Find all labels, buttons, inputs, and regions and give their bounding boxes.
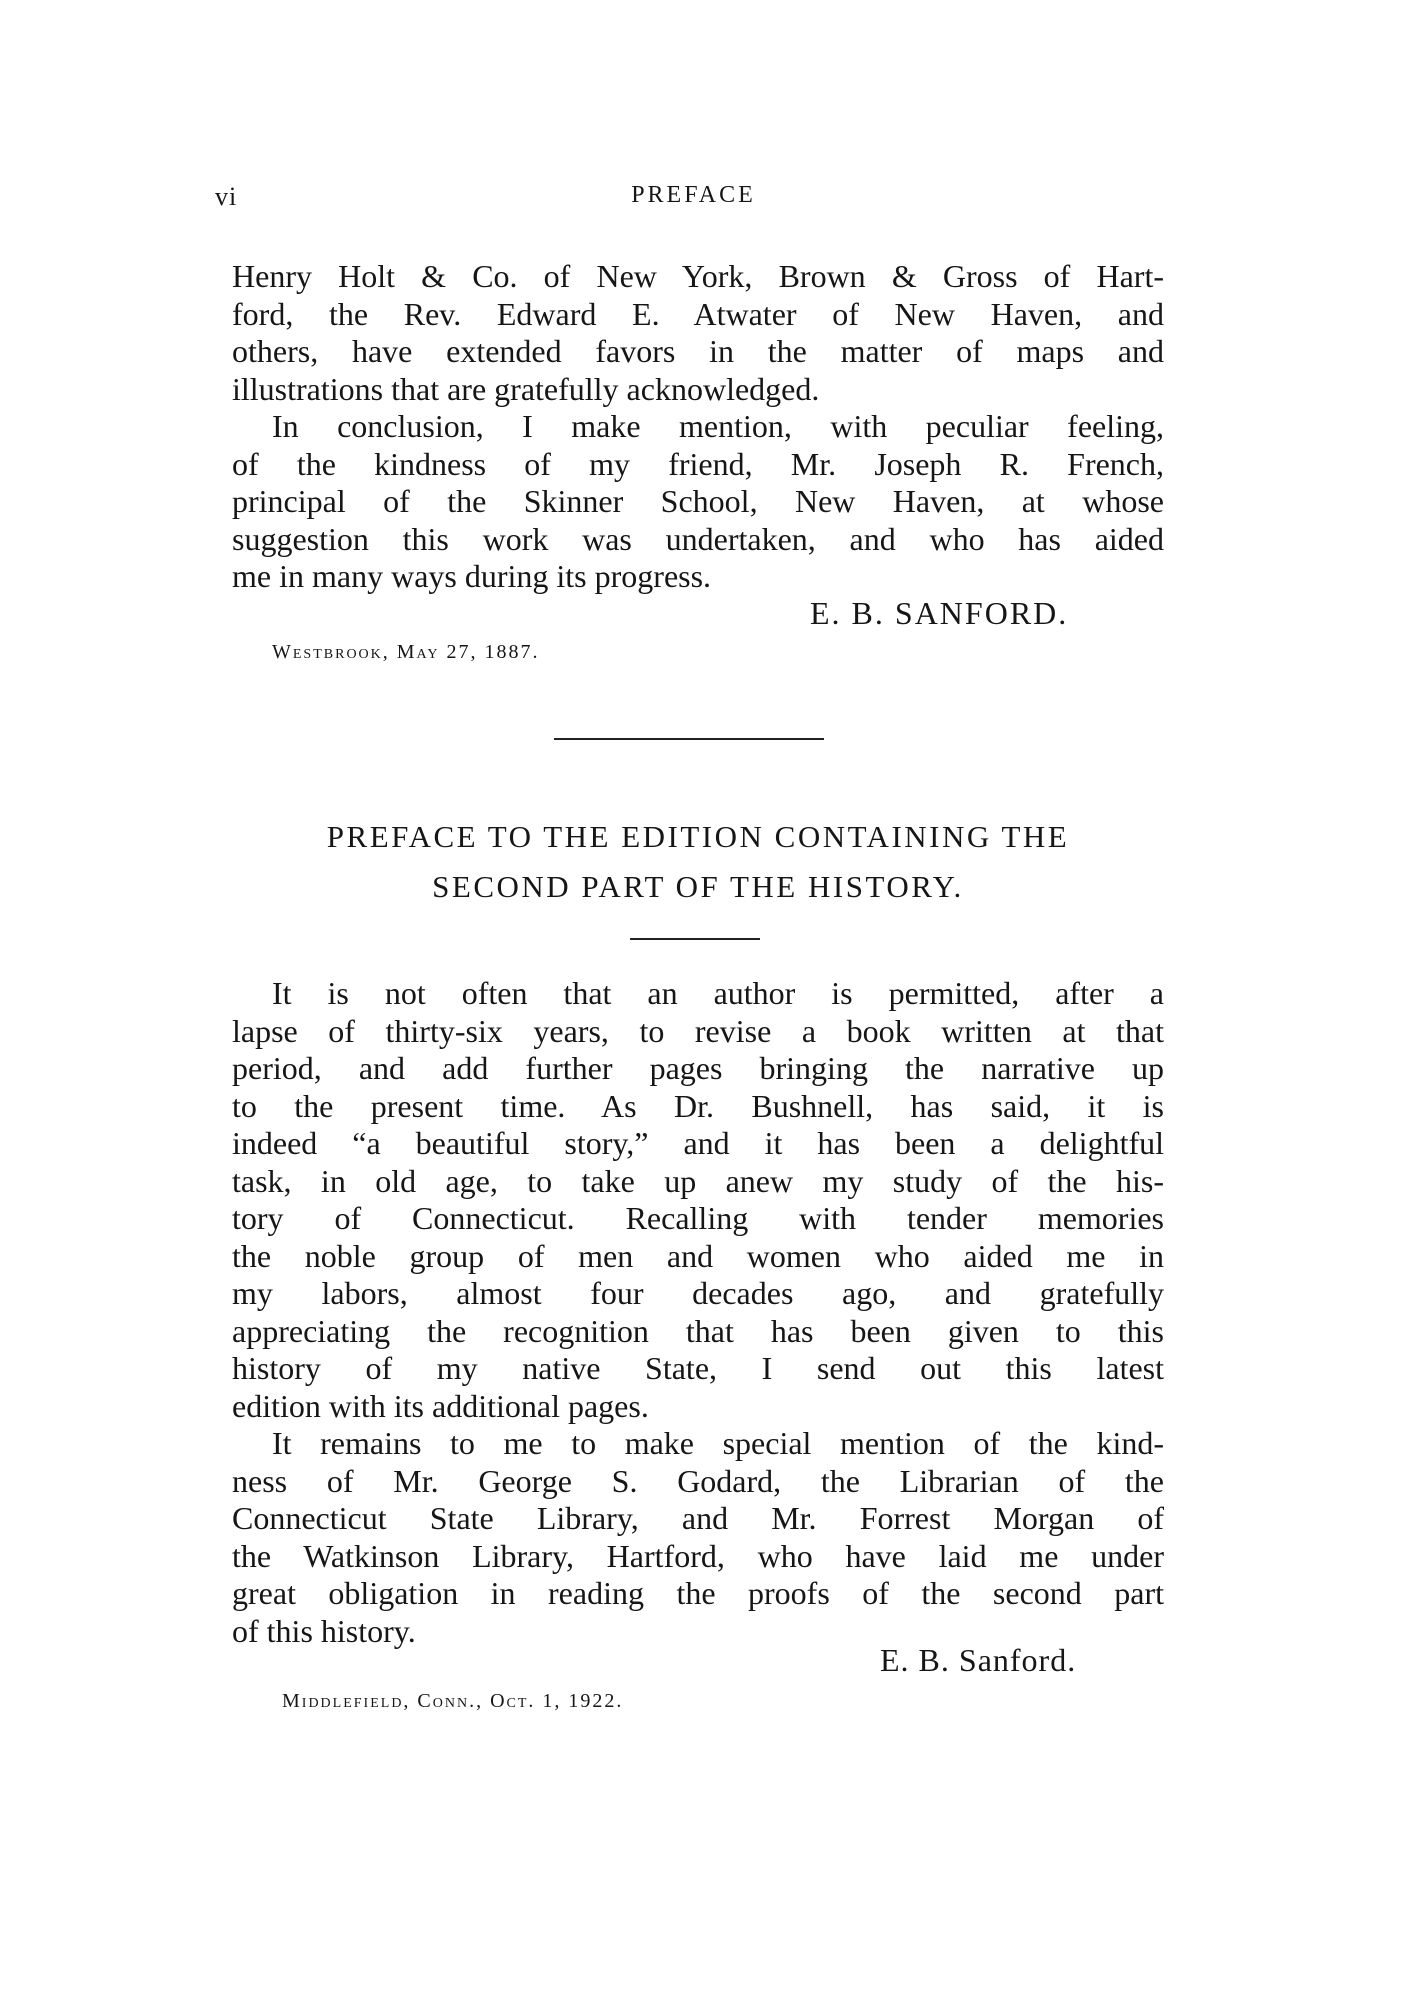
text-line: of the kindness of my friend, Mr. Joseph R. French, <box>232 445 1164 482</box>
dateline-1922: Middlefield, Conn., Oct. 1, 1922. <box>282 1690 624 1712</box>
text-line: In conclusion, I make mention, with peculiar feeling, <box>272 408 1164 444</box>
text-line: principal of the Skinner School, New Haven, at whose <box>232 483 1164 519</box>
section-heading <box>232 812 1164 912</box>
text-line: great obligation in reading the proofs of the second part <box>232 1575 1164 1611</box>
signature-1922: E. B. Sanford. <box>880 1642 1077 1678</box>
text-line: my labors, almost four decades ago, and gratefully <box>232 1275 1164 1311</box>
text-line: Henry Holt & Co. of New York, Brown & Gross of Hart- <box>232 258 1164 294</box>
text-line: others, have extended favors in the matter of maps and <box>232 333 1164 369</box>
text-line: It is not often that an author is permitted, after a <box>272 975 1164 1011</box>
running-head <box>215 182 1172 212</box>
text-line: indeed “a beautiful story,” and it has been a delightful <box>232 1125 1164 1161</box>
heading-line-2: SECOND PART OF THE HISTORY. <box>432 869 964 904</box>
text-line: tory of Connecticut. Recalling with tender memories <box>232 1200 1164 1236</box>
text-line: the Watkinson Library, Hartford, who have laid me under <box>232 1537 1164 1574</box>
text-line: lapse of thirty-six years, to revise a book written at that <box>232 1012 1164 1049</box>
text-line: ness of Mr. George S. Godard, the Librarian of the <box>232 1462 1164 1499</box>
text-line: history of my native State, I send out this latest <box>232 1350 1164 1386</box>
preface-paragraph-2 <box>232 408 1164 596</box>
text-line: Connecticut State Library, and Mr. Forrest Morgan of <box>232 1500 1164 1536</box>
signature-1887: E. B. SANFORD. <box>810 595 1069 631</box>
text-line: suggestion this work was undertaken, and who has aided <box>232 520 1164 557</box>
heading-underline <box>630 938 760 940</box>
text-line: to the present time. As Dr. Bushnell, has said, it is <box>232 1087 1164 1124</box>
dateline-1887: Westbrook, May 27, 1887. <box>272 641 540 663</box>
text-line: the noble group of men and women who aided me in <box>232 1237 1164 1274</box>
text-line: appreciating the recognition that has been given to this <box>232 1312 1164 1349</box>
text-line: task, in old age, to take up anew my study of the his- <box>232 1162 1164 1199</box>
heading-line-1: PREFACE TO THE EDITION CONTAINING THE <box>326 819 1070 854</box>
page-number: vi <box>215 182 238 211</box>
running-title: PREFACE <box>631 182 756 208</box>
text-line: ford, the Rev. Edward E. Atwater of New Haven, and <box>232 295 1164 332</box>
preface-2-paragraph-2 <box>232 1425 1164 1650</box>
text-line: illustrations that are gratefully acknowledged. <box>232 370 820 407</box>
text-line: It remains to me to make special mention of the kind- <box>272 1425 1164 1461</box>
text-line: me in many ways during its progress. <box>232 558 712 594</box>
text-line: edition with its additional pages. <box>232 1387 649 1424</box>
preface-2-paragraph-1 <box>232 975 1164 1425</box>
text-line: period, and add further pages bringing the narrative up <box>232 1050 1164 1086</box>
section-divider <box>554 738 824 740</box>
text-line: of this history. <box>232 1612 416 1649</box>
preface-paragraph-1 <box>232 258 1164 408</box>
